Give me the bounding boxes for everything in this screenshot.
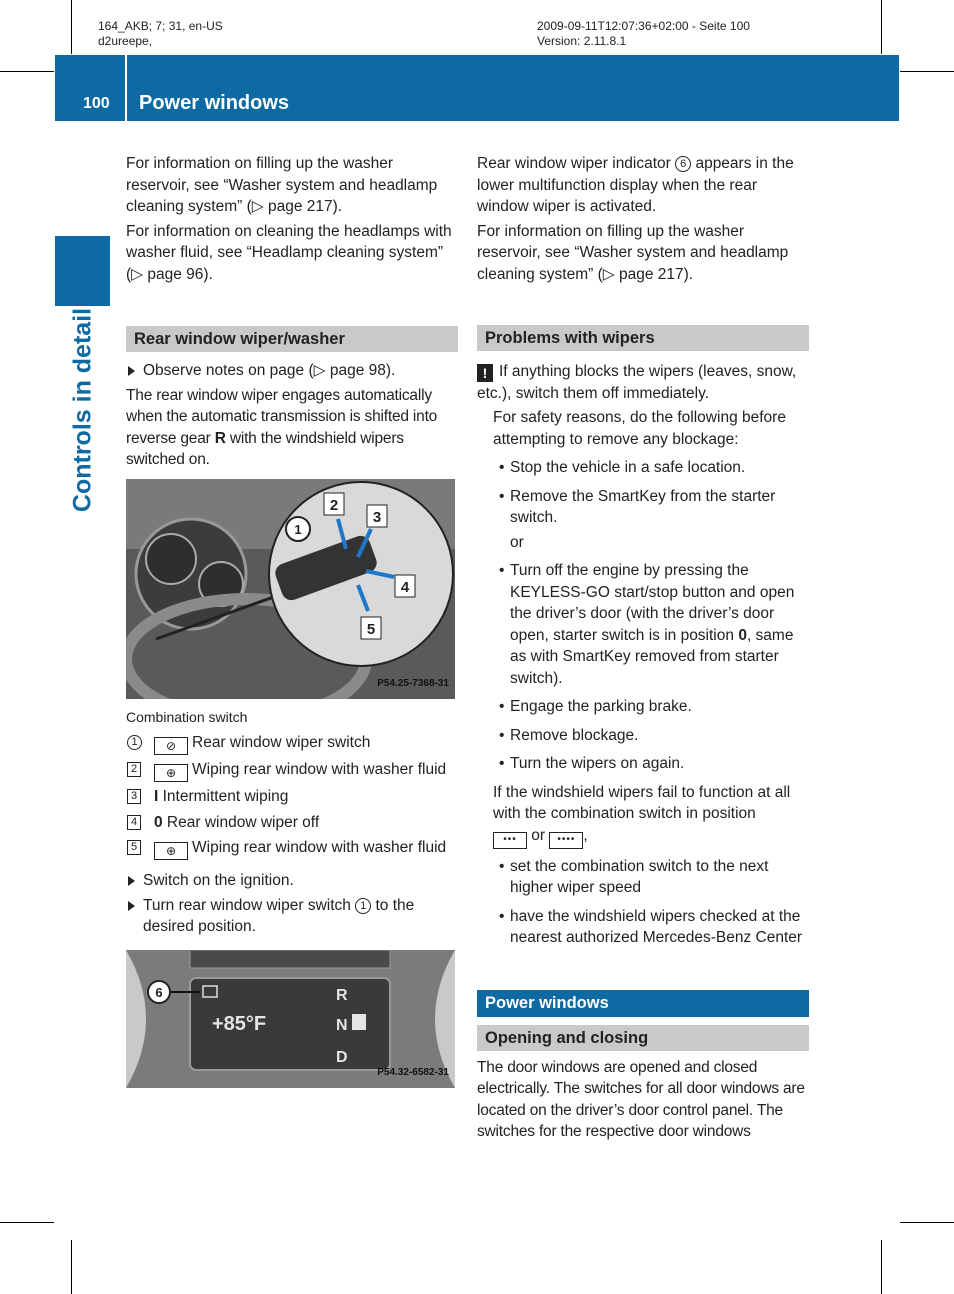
legend-bold: 0 — [154, 813, 163, 831]
legend-text: Rear window wiper off — [162, 813, 320, 831]
bullet-item: • Remove blockage. — [499, 726, 639, 744]
bullet-text: Remove the SmartKey from the starter switch. — [510, 487, 776, 526]
figure-code: P54.25-7368-31 — [377, 678, 449, 689]
callout-number: 1 — [355, 898, 371, 914]
combination-switch-figure — [126, 479, 455, 699]
warning-icon: ! — [477, 364, 493, 382]
step-text: Turn rear window wiper switch — [143, 896, 356, 914]
legend-number: 5 — [127, 840, 141, 855]
paragraph: The door windows are opened and closed electrically. The switches for all door windows are located on the driver’s door control panel. The switches for the respective door windows — [477, 1058, 805, 1140]
bullet-item: • Remove the SmartKey from the starter switch. — [499, 487, 776, 526]
legend-bold: I — [154, 788, 159, 805]
bullet-item: • have the windshield wipers checked at the nearest authorized Mercedes-Benz Center — [499, 907, 803, 946]
bullet-text: Turn off the engine by pressing the KEYLESS-GO start/stop button and open the driver’s door (with the driver’s door open, starter switch is in position — [510, 562, 795, 644]
paragraph — [126, 385, 458, 471]
legend-item — [126, 786, 458, 808]
section-heading: Power windows — [477, 990, 809, 1017]
body-text: Rear window wiper indicator — [477, 155, 676, 172]
legend-text: Wiping rear window with washer fluid — [192, 839, 447, 856]
instruction-step — [126, 870, 458, 892]
arrow-icon — [128, 366, 135, 376]
meta-line: 164_AKB; 7; 31, en-US — [98, 19, 223, 33]
instruction-step — [126, 360, 458, 382]
step-text: Observe notes on page (▷ page 98). — [143, 362, 396, 379]
header-banner — [55, 55, 899, 121]
bullet-text: Engage the parking brake. — [510, 698, 692, 715]
meta-line: Version: 2.11.8.1 — [537, 34, 627, 48]
body-text: , — [583, 826, 588, 844]
wiper-position-4-icon: •••• — [549, 832, 583, 849]
svg-text:2: 2 — [329, 496, 339, 514]
crop-mark — [900, 1222, 954, 1223]
washer-icon: ⊕ — [154, 764, 188, 782]
warning-paragraph — [477, 361, 809, 404]
step-text: to the desired position. — [143, 896, 415, 935]
paragraph — [477, 153, 809, 218]
legend-text: Rear window wiper switch — [192, 734, 371, 751]
gear-indicator: D — [336, 1048, 348, 1066]
crop-mark — [71, 0, 72, 54]
gear-indicator: N — [336, 1016, 348, 1034]
multifunction-display-figure — [126, 950, 455, 1088]
paragraph: For safety reasons, do the following before attempting to remove any blockage: — [493, 409, 786, 448]
page-number: 100 — [83, 95, 110, 112]
bullet-text: Turn the wipers on again. — [510, 755, 685, 772]
sidebar-section-label — [59, 307, 107, 513]
bullet-item: • Turn the wipers on again. — [499, 755, 685, 772]
body-text: The rear window wiper engages automatically when the automatic transmission is shifted into reverse gear — [126, 386, 438, 447]
legend-item — [126, 759, 458, 782]
legend-number: 2 — [127, 762, 141, 777]
meta-line: 2009-09-11T12:07:36+02:00 - Seite 100 — [537, 19, 750, 33]
rear-wiper-icon: ⊘ — [154, 737, 188, 755]
svg-text:1: 1 — [294, 521, 302, 537]
subsection-heading: Opening and closing — [477, 1025, 809, 1051]
legend-item — [126, 837, 458, 860]
bullet-item: • Stop the vehicle in a safe location. — [499, 459, 746, 476]
bullet-item: • Engage the parking brake. — [499, 698, 692, 715]
switch-position: 0 — [738, 626, 747, 644]
legend-number: 3 — [127, 789, 141, 804]
callout-number: 6 — [675, 156, 691, 172]
body-text: If the windshield wipers fail to function at all with the combination switch in position — [493, 783, 791, 822]
crop-mark — [71, 1240, 72, 1294]
header-divider — [125, 55, 127, 121]
svg-text:3: 3 — [372, 508, 382, 526]
print-meta-right — [537, 19, 750, 49]
gear-letter: R — [214, 429, 226, 447]
legend-number: 4 — [127, 815, 141, 830]
instruction-step — [126, 895, 458, 938]
step-text: Switch on the ignition. — [143, 872, 294, 889]
arrow-icon — [128, 876, 135, 886]
figure-code: P54.32-6582-31 — [377, 1067, 449, 1078]
print-meta-left — [98, 19, 223, 49]
sidebar-section-text: Controls in detail — [68, 307, 97, 513]
bullet-text: Stop the vehicle in a safe location. — [510, 459, 746, 476]
legend-number: 1 — [127, 735, 142, 750]
crop-mark — [0, 1222, 54, 1223]
crop-mark — [900, 71, 954, 72]
bullet-item: • set the combination switch to the next higher wiper speed — [499, 857, 769, 896]
legend-text: Wiping rear window with washer fluid — [192, 761, 447, 778]
warning-text: If anything blocks the wipers (leaves, snow, etc.), switch them off immediately. — [477, 363, 797, 402]
crop-mark — [881, 0, 882, 54]
bullet-item: • Turn off the engine by pressing the KEYLESS-GO start/stop button and open the driver’s door (with the driver’s door open, starter switch is in position 0, same as with SmartKey removed from starter switch). — [499, 562, 795, 687]
or-text: or — [510, 533, 524, 551]
right-column — [477, 153, 809, 1146]
figure-callout: 6 — [155, 984, 163, 1000]
meta-line: d2ureepe, — [98, 34, 153, 48]
wiper-position-3-icon: ••• — [493, 832, 527, 849]
page-title: Power windows — [139, 92, 290, 114]
steering-column-illustration — [126, 479, 455, 699]
legend-item — [126, 812, 458, 834]
legend-item — [126, 732, 458, 755]
section-heading: Problems with wipers — [477, 325, 809, 351]
arrow-icon — [128, 901, 135, 911]
temperature-readout: +85°F — [212, 1012, 267, 1035]
left-column — [126, 153, 458, 1088]
body-text: appears in the lower multifunction display when the rear window wiper is activated. — [477, 155, 794, 215]
body-text: with the windshield wipers switched on. — [126, 429, 404, 468]
legend-text: Intermittent wiping — [158, 788, 289, 805]
gear-indicator: R — [336, 986, 348, 1004]
sidebar-tab — [55, 236, 110, 306]
crop-mark — [0, 71, 54, 72]
figure-caption: Combination switch — [126, 708, 248, 725]
paragraph: For information on filling up the washer reservoir, see “Washer system and headlamp cleaning system” (▷ page 217). — [126, 155, 438, 215]
paragraph: For information on filling up the washer reservoir, see “Washer system and headlamp cleaning system” (▷ page 217). — [477, 222, 789, 283]
paragraph — [477, 782, 809, 849]
bullet-text: Remove blockage. — [510, 726, 639, 744]
bullet-text: set the combination switch to the next higher wiper speed — [510, 857, 769, 896]
bullet-text: , same as with SmartKey removed from starter switch). — [510, 626, 794, 687]
svg-text:5: 5 — [366, 620, 376, 638]
washer-icon: ⊕ — [154, 842, 188, 860]
section-heading: Rear window wiper/washer — [126, 326, 458, 352]
bullet-text: have the windshield wipers checked at the nearest authorized Mercedes-Benz Center — [510, 907, 803, 946]
body-text: or — [527, 826, 550, 844]
svg-text:4: 4 — [400, 578, 410, 596]
crop-mark — [881, 1240, 882, 1294]
paragraph: For information on cleaning the headlamps with washer fluid, see “Headlamp cleaning system” (▷ page 96). — [126, 222, 452, 283]
